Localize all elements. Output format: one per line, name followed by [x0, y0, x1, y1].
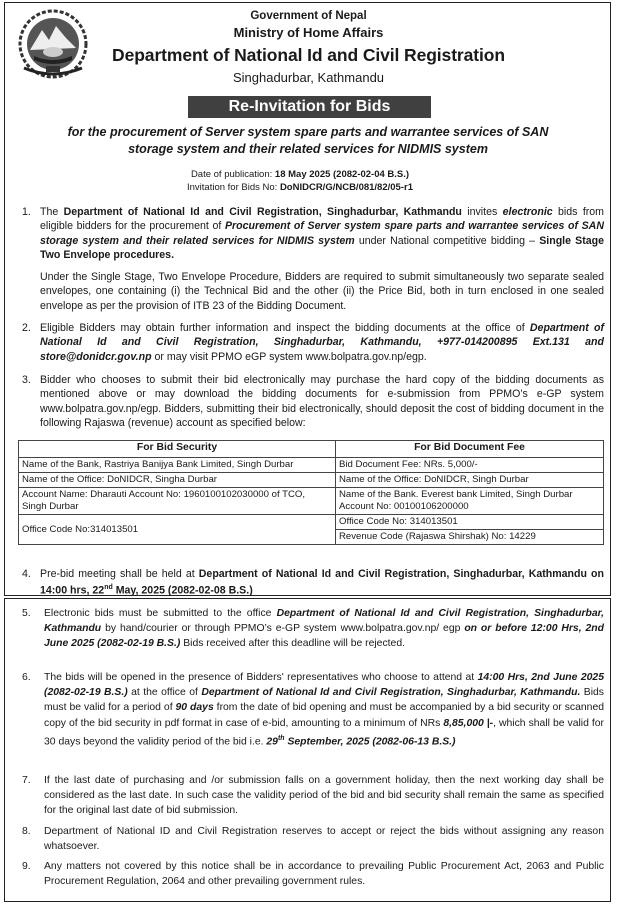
- table-cell: Office Code No:314013501: [19, 515, 336, 545]
- table-cell: Name of the Office: DoNIDCR, Singh Durbar: [336, 473, 604, 488]
- table-cell: Name of the Office: DoNIDCR, Singha Durbar: [19, 473, 336, 488]
- paragraph-9: Any matters not covered by this notice shall be in accordance to prevailing Public Procurement Act, 2063 and Public Procurement Regulation, 2064 and other prevailing government rules.: [44, 861, 604, 888]
- paragraph-1: The Department of National Id and Civil Registration, Singhadurbar, Kathmandu invites electronic bids from eligible bidders for the procurement of Procurement of Server system spare parts and warrantee services of SAN storage system and their related services for NIDMIS system under National competitive bidding – Single Stage Two Envelope procedures.: [40, 206, 605, 261]
- paragraph-8: Department of National ID and Civil Registration reserves to accept or reject the bids without assigning any reason whatsoever.: [44, 826, 604, 853]
- table-cell: Name of the Bank. Everest bank Limited, Singh Durbar Account No: 00100106200000: [336, 488, 604, 515]
- table-cell: Office Code No: 314013501: [336, 515, 604, 530]
- paragraph-5: Electronic bids must be submitted to the office Department of National Id and Civil Registration, Singhadurbar, Kathmandu by hand/courier or through PPMO’s e-GP system www.bolpatra.gov.np/ egp on or before 12:00 Hrs, 2nd June 2025 (2082-02-19 B.S.) Bids received after this deadline will be rejected.: [44, 608, 604, 650]
- item-number: 9.: [22, 861, 31, 872]
- table-row: [19, 488, 604, 515]
- item-number: 3.: [22, 374, 31, 386]
- table-row: [19, 515, 604, 530]
- notice-meta: Date of publication: 18 May 2025 (2082-02-04 B.S.) Invitation for Bids No: DoNIDCR/G/NCB/081/82/05-r1: [187, 169, 413, 193]
- notice-title: Re-Invitation for Bids: [188, 96, 431, 118]
- table-cell: Name of the Bank, Rastriya Banijya Bank Limited, Singh Durbar: [19, 458, 336, 473]
- item-number: 1.: [22, 206, 31, 218]
- item-number: 4.: [22, 568, 31, 580]
- table-cell: Revenue Code (Rajaswa Shirshak) No: 14229: [336, 530, 604, 545]
- item-number: 7.: [22, 775, 31, 786]
- item-number: 2.: [22, 322, 31, 334]
- ministry-label: Ministry of Home Affairs: [233, 25, 384, 40]
- government-label: Government of Nepal: [250, 10, 367, 22]
- table-row: [19, 458, 604, 473]
- paragraph-6: The bids will be opened in the presence of Bidders' representatives who choose to attend at 14:00 Hrs, 2nd June 2025 (2082-02-19 B.S.) at the office of Department of National Id and Civil Registration, Singhadurbar, Kathmandu. Bids must be valid for a period of 90 days from the date of bid opening and must be accompanied by a bid security or scanned copy of the bid security in pdf format in case of e-bid, amounting to a minimum of NRs 8,85,000 |-, which shall be valid for 30 days beyond the validity period of the bid i.e. 29th September, 2025 (2082-06-13 B.S.): [44, 672, 605, 748]
- table-row: [19, 473, 604, 488]
- table-header: For Bid Security: [19, 441, 336, 458]
- paragraph-1b: Under the Single Stage, Two Envelope Procedure, Bidders are required to submit simultaneously two separate sealed envelopes, one containing (i) the Technical Bid and the other (ii) the Price Bid, both in turn enclosed in one sealed envelope as per the provision of ITB 23 of the Bidding Document.: [40, 271, 604, 312]
- item-number: 5.: [22, 608, 31, 619]
- table-cell: Account Name: Dharauti Account No: 1960100102030000 of TCO, Singh Durbar: [19, 488, 336, 515]
- location-label: Singhadurbar, Kathmandu: [232, 70, 385, 85]
- paragraph-3: Bidder who chooses to submit their bid electronically may purchase the hard copy of the bidding documents as mentioned above or may download the bidding documents for e-submission from PPMO’s e-GP system www.bolpatra.gov.np/egp. Bidders, submitting their bid electronically, should deposit the cost of bidding document in the following Rajaswa (revenue) account as specified below:: [40, 374, 604, 429]
- item-number: 6.: [22, 672, 31, 683]
- table-header: For Bid Document Fee: [336, 441, 604, 458]
- notice-subtitle: for the procurement of Server system spare parts and warrantee services of SAN storage system and their related services for NIDMIS system: [67, 125, 549, 156]
- paragraph-4: Pre-bid meeting shall be held at Department of National Id and Civil Registration, Singhadurbar, Kathmandu on 14:00 hrs, 22nd May, 2025 (2082-02-08 B.S.): [40, 568, 604, 597]
- paragraph-7: If the last date of purchasing and /or submission falls on a government holiday, then the next working day shall be considered as the last date. In such case the validity period of the bid and bid security shall remain the same as specified for the original last date of bid submission.: [44, 775, 604, 817]
- department-title: Department of National Id and Civil Registration: [112, 45, 505, 65]
- paragraph-2: Eligible Bidders may obtain further information and inspect the bidding documents at the office of Department of National Id and Civil Registration, Singhadurbar, Kathmandu, +977-014200895 Ext.131 and store@donidcr.gov.np or may visit PPMO eGP system www.bolpatra.gov.np/egp.: [40, 322, 605, 363]
- bank-account-table: [18, 440, 604, 545]
- item-number: 8.: [22, 826, 31, 837]
- table-cell: Bid Document Fee: NRs. 5,000/-: [336, 458, 604, 473]
